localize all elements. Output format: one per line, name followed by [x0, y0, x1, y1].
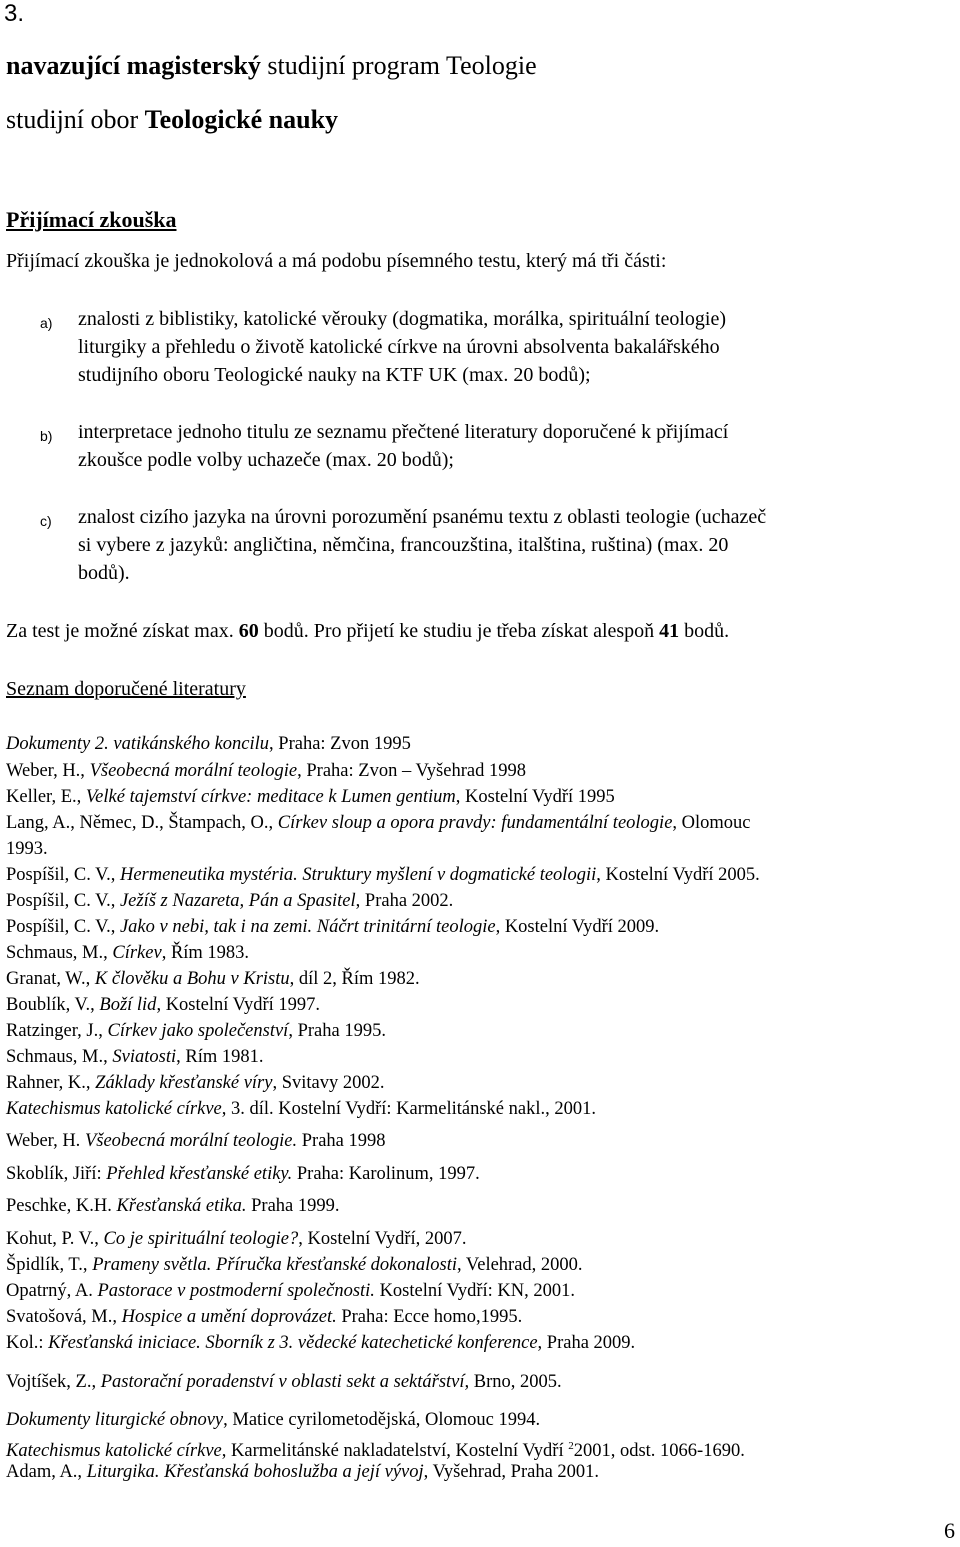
reference-item: Opatrný, A. Pastorace v postmoderní společnosti. Kostelní Vydří: KN, 2001.: [6, 1281, 576, 1301]
literature-heading: Seznam doporučené literatury: [6, 678, 246, 700]
reference-item: Katechismus katolické církve, 3. díl. Kostelní Vydří: Karmelitánské nakl., 2001.: [6, 1099, 596, 1119]
field-line: [6, 104, 338, 136]
reference-item: Adam, A., Liturgika. Křesťanská bohoslužba a její vývoj, Vyšehrad, Praha 2001.: [6, 1462, 600, 1482]
reference-item: Dokumenty liturgické obnovy, Matice cyrilometodějská, Olomouc 1994.: [6, 1410, 541, 1430]
exam-part-a-line-2: liturgiky a přehledu o životě katolické církve na úrovni absolventa bakalářského: [78, 336, 720, 358]
reference-item: Peschke, K.H. Křesťanská etika. Praha 1999.: [6, 1196, 340, 1216]
total-text-3: bodů.: [679, 620, 730, 642]
reference-item: Špidlík, T., Prameny světla. Příručka křesťanské dokonalosti, Velehrad, 2000.: [6, 1255, 583, 1275]
reference-item: Pospíšil, C. V., Hermeneutika mystéria. Struktury myšlení v dogmatické teologii, Kostelní Vydří 2005.: [6, 865, 760, 885]
reference-item: Katechismus katolické církve, Karmelitánské nakladatelství, Kostelní Vydří $^2$2001, odst. 1066-1690.: [6, 1440, 745, 1462]
reference-item: Weber, H. Všeobecná morální teologie. Praha 1998: [6, 1131, 386, 1151]
exam-part-a-label: a): [40, 315, 53, 331]
exam-part-a-line-1: znalosti z biblistiky, katolické věrouky (dogmatika, morálka, spirituální teologie): [78, 308, 726, 330]
exam-part-c-line-3: bodů).: [78, 562, 130, 584]
exam-part-a-line-3: studijního oboru Teologické nauky na KTF UK (max. 20 bodů);: [78, 364, 591, 386]
exam-intro: Přijímací zkouška je jednokolová a má podobu písemného testu, který má tři části:: [6, 250, 667, 272]
reference-item: Lang, A., Němec, D., Štampach, O., Církev sloup a opora pravdy: fundamentální teologie, Olomouc: [6, 813, 751, 833]
programme-line: [6, 50, 537, 82]
field-name: Teologické nauky: [144, 105, 339, 134]
total-max-points: 60: [238, 620, 259, 642]
total-text-2: bodů. Pro přijetí ke studiu je třeba získat alespoň: [258, 620, 660, 642]
reference-item: Vojtíšek, Z., Pastorační poradenství v oblasti sekt a sektářství, Brno, 2005.: [6, 1372, 562, 1392]
reference-item: Ratzinger, J., Církev jako společenství, Praha 1995.: [6, 1021, 386, 1041]
reference-item: Pospíšil, C. V., Ježíš z Nazareta, Pán a Spasitel, Praha 2002.: [6, 891, 454, 911]
exam-total-points: [6, 618, 729, 644]
reference-item: Granat, W., K člověku a Bohu v Kristu, díl 2, Řím 1982.: [6, 969, 420, 989]
field-prefix: studijní obor: [6, 105, 145, 134]
reference-item: Svatošová, M., Hospice a umění doprovázet. Praha: Ecce homo,1995.: [6, 1307, 523, 1327]
reference-item: 1993.: [6, 839, 48, 859]
exam-heading: Přijímací zkouška: [6, 207, 177, 232]
total-min-points: 41: [659, 620, 680, 642]
reference-item: Pospíšil, C. V., Jako v nebi, tak i na zemi. Náčrt trinitární teologie, Kostelní Vydří 2009.: [6, 917, 660, 937]
reference-item: Kohut, P. V., Co je spirituální teologie?, Kostelní Vydří, 2007.: [6, 1229, 467, 1249]
reference-item: Dokumenty 2. vatikánského koncilu, Praha: Zvon 1995: [6, 734, 411, 754]
reference-item: Skoblík, Jiří: Přehled křesťanské etiky. Praha: Karolinum, 1997.: [6, 1164, 480, 1184]
exam-part-b-line-1: interpretace jednoho titulu ze seznamu přečtené literatury doporučené k přijímací: [78, 421, 729, 443]
section-number: 3.: [4, 0, 25, 27]
exam-part-c-line-1: znalost cizího jazyka na úrovni porozumění psanému textu z oblasti teologie (uchazeč: [78, 506, 767, 528]
exam-part-b-line-2: zkoušce podle volby uchazeče (max. 20 bodů);: [78, 449, 454, 471]
programme-type: navazující magisterský: [6, 51, 261, 80]
exam-part-c-label: c): [40, 513, 52, 529]
total-text-1: Za test je možné získat max.: [6, 620, 239, 642]
reference-item: Rahner, K., Základy křesťanské víry, Svitavy 2002.: [6, 1073, 385, 1093]
exam-part-c-line-2: si vybere z jazyků: angličtina, němčina, francouzština, italština, ruština) (max. 20: [78, 534, 729, 556]
reference-item: Boublík, V., Boží lid, Kostelní Vydří 1997.: [6, 995, 321, 1015]
reference-item: Kol.: Křesťanská iniciace. Sborník z 3. vědecké katechetické konference, Praha 2009.: [6, 1333, 636, 1353]
reference-item: Schmaus, M., Sviatosti, Rím 1981.: [6, 1047, 264, 1067]
reference-item: Keller, E., Velké tajemství církve: meditace k Lumen gentium, Kostelní Vydří 1995: [6, 787, 615, 807]
programme-name: studijní program Teologie: [260, 51, 537, 80]
reference-item: Weber, H., Všeobecná morální teologie, Praha: Zvon – Vyšehrad 1998: [6, 761, 526, 781]
page-number: 6: [944, 1518, 955, 1543]
exam-part-b-label: b): [40, 428, 53, 444]
reference-item: Schmaus, M., Církev, Řím 1983.: [6, 943, 250, 963]
